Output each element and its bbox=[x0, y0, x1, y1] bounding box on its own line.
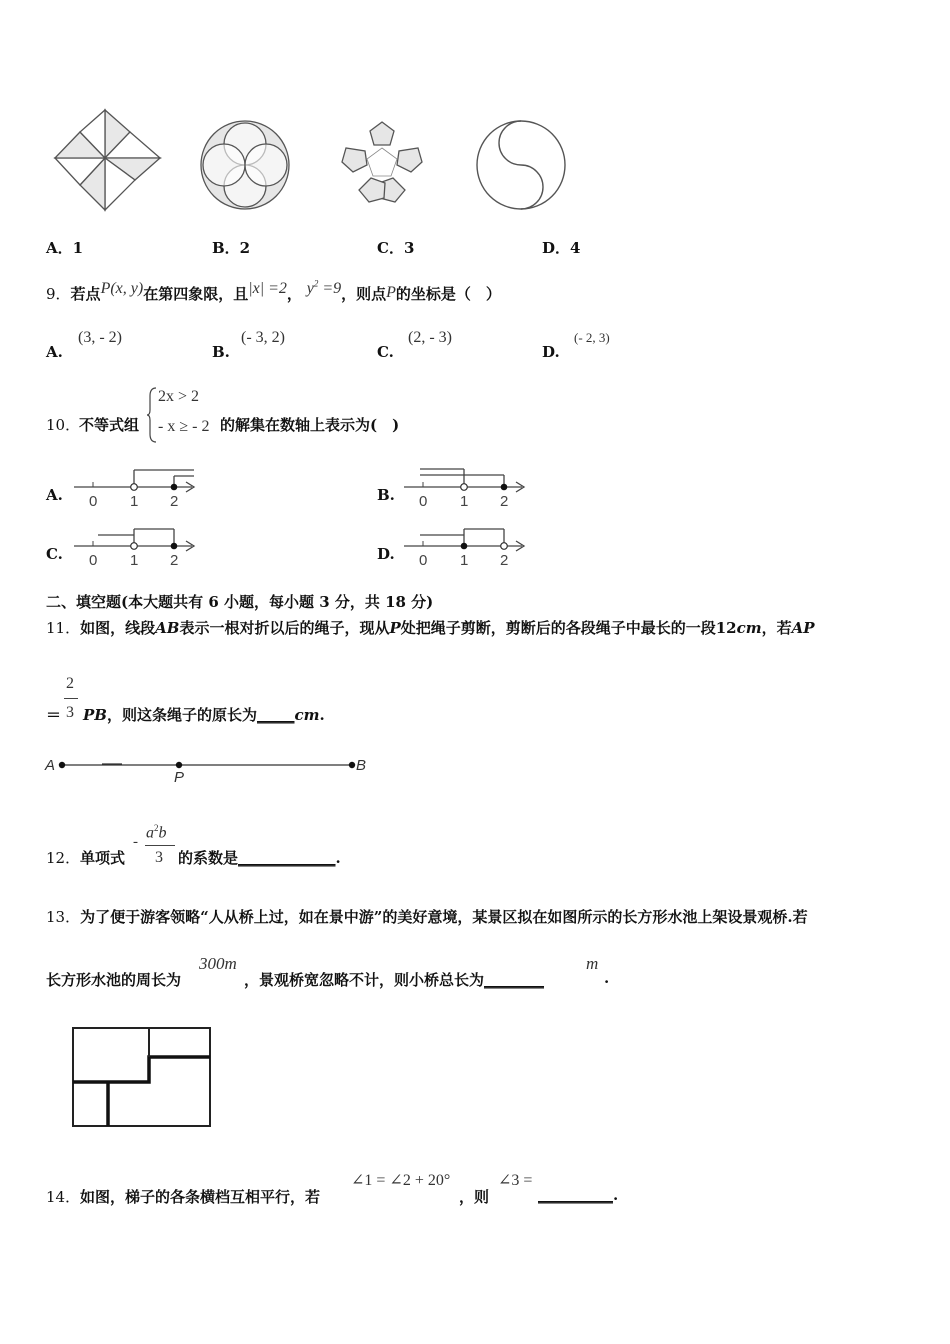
q11-stem-line-1: 11．如图，线段AB表示一根对折以后的绳子，现从P处把绳子剪断，剪断后的各段绳子中最长的一段12cm，若AP bbox=[46, 619, 815, 637]
tick-2: 2 bbox=[170, 493, 179, 510]
q14-number: 14． bbox=[46, 1188, 81, 1206]
svg-text:1: 1 bbox=[130, 552, 139, 569]
q14-angle-relation: ∠1 = ∠2 + 20° bbox=[351, 1172, 451, 1189]
q10-text-2: 的解集在数轴上表示为( ) bbox=[220, 416, 400, 434]
svg-text:0: 0 bbox=[419, 552, 428, 569]
q8-option-b: B．2 bbox=[212, 239, 251, 257]
q10-option-a-numberline bbox=[70, 464, 200, 510]
q9-option-a-value: (3, - 2) bbox=[78, 329, 122, 346]
q9-p: P bbox=[386, 284, 396, 301]
q8-option-a: A．1 bbox=[46, 239, 84, 257]
point-p-label: P bbox=[174, 769, 185, 786]
q12-denominator: 3 bbox=[155, 849, 163, 866]
q9-option-a-label: A. bbox=[46, 343, 63, 361]
q9-text-5: 的坐标是（ ） bbox=[395, 285, 501, 303]
q13-perimeter: 300m bbox=[199, 954, 237, 973]
q11-eq: ＝ bbox=[46, 706, 62, 724]
q10-option-b-label: B. bbox=[377, 486, 395, 504]
q9-option-c-label: C. bbox=[377, 343, 394, 361]
q14-text-2: ，则 bbox=[459, 1188, 490, 1206]
q12-text-2: 的系数是_____________. bbox=[178, 849, 341, 867]
q10-option-c-numberline bbox=[70, 523, 200, 569]
pinwheel-figure bbox=[50, 100, 165, 215]
q14-answer-blank: __________. bbox=[538, 1186, 619, 1204]
tick-0: 0 bbox=[89, 493, 98, 510]
q11-stem-line-2: PB，则这条绳子的原长为_____cm. bbox=[83, 706, 325, 724]
section-2-title: 二、填空题(本大题共有 6 小题，每小题 3 分，共 18 分) bbox=[46, 593, 434, 611]
q9-stem bbox=[46, 278, 501, 304]
q9-option-b-label: B. bbox=[212, 343, 230, 361]
q9-text-2: 在第四象限，且 bbox=[143, 285, 249, 303]
q10-brace bbox=[146, 386, 158, 444]
q12-fraction-bar bbox=[145, 845, 175, 846]
q8-option-c: C．3 bbox=[377, 239, 415, 257]
q13-unit: m bbox=[586, 954, 599, 973]
q9-option-b-value: (- 3, 2) bbox=[241, 329, 285, 346]
q14-text-1: 如图，梯子的各条横档互相平行，若 bbox=[80, 1188, 321, 1206]
q9-option-d-value: (- 2, 3) bbox=[574, 330, 610, 345]
svg-text:1: 1 bbox=[460, 493, 469, 510]
q10-inequality-1: 2x > 2 bbox=[158, 388, 200, 405]
q9-number: 9． bbox=[46, 285, 71, 303]
q9-text-4: ，则点 bbox=[341, 285, 387, 303]
q10-number: 10． bbox=[46, 416, 81, 434]
svg-text:2: 2 bbox=[170, 552, 179, 569]
svg-text:2: 2 bbox=[500, 552, 509, 569]
q10-option-d-numberline bbox=[400, 523, 530, 569]
q9-text-3: ， bbox=[286, 285, 302, 303]
q10-text-1: 不等式组 bbox=[79, 416, 140, 434]
q13-pool-bridge-figure bbox=[70, 1024, 215, 1130]
q10-option-d-label: D. bbox=[377, 545, 395, 563]
q11-fraction-denominator: 3 bbox=[66, 704, 74, 721]
q10-option-c-label: C. bbox=[46, 545, 63, 563]
tick-1: 1 bbox=[130, 493, 139, 510]
point-a-label: A bbox=[45, 757, 56, 774]
q12-text-1: 单项式 bbox=[80, 849, 126, 867]
q13-text-2: ，景观桥宽忽略不计，则小桥总长为________ bbox=[244, 971, 545, 989]
q9-option-c-value: (2, - 3) bbox=[408, 329, 452, 346]
svg-text:1: 1 bbox=[460, 552, 469, 569]
q11-fraction-numerator: 2 bbox=[66, 675, 74, 692]
q8-option-d: D．4 bbox=[542, 239, 581, 257]
q13-period: . bbox=[604, 969, 610, 987]
q11-fraction-bar bbox=[64, 698, 78, 699]
q10-inequality-2: - x ≥ - 2 bbox=[158, 418, 210, 435]
q9-option-d-label: D. bbox=[542, 343, 560, 361]
q9-point: P(x, y) bbox=[100, 280, 144, 297]
q12-minus: - bbox=[133, 834, 138, 850]
svg-text:0: 0 bbox=[89, 552, 98, 569]
q10-option-b-numberline bbox=[400, 464, 530, 510]
taiji-circle-figure bbox=[474, 118, 568, 212]
q13-text-1: 长方形水池的周长为 bbox=[46, 971, 182, 989]
q12-numerator: $a^2b$ bbox=[146, 823, 167, 842]
q9-y-squared: $y^2 =9$ bbox=[306, 278, 342, 297]
q10-option-a-label: A. bbox=[46, 486, 63, 504]
q13-stem-line-1: 13．为了便于游客领略“人从桥上过，如在景中游”的美好意境，某景区拟在如图所示的长方形水池上架设景观桥.若 bbox=[46, 908, 808, 926]
svg-text:0: 0 bbox=[419, 493, 428, 510]
five-pentagon-figure bbox=[335, 118, 429, 208]
q11-segment-figure bbox=[40, 752, 380, 786]
q9-text-1: 若点 bbox=[70, 285, 101, 303]
point-b-label: B bbox=[356, 757, 367, 774]
four-petal-circle-figure bbox=[198, 118, 292, 212]
q9-abs-x: |x| =2 bbox=[248, 280, 287, 297]
svg-text:2: 2 bbox=[500, 493, 509, 510]
q14-angle-3: ∠3 = bbox=[498, 1172, 533, 1189]
q12-number: 12． bbox=[46, 849, 81, 867]
